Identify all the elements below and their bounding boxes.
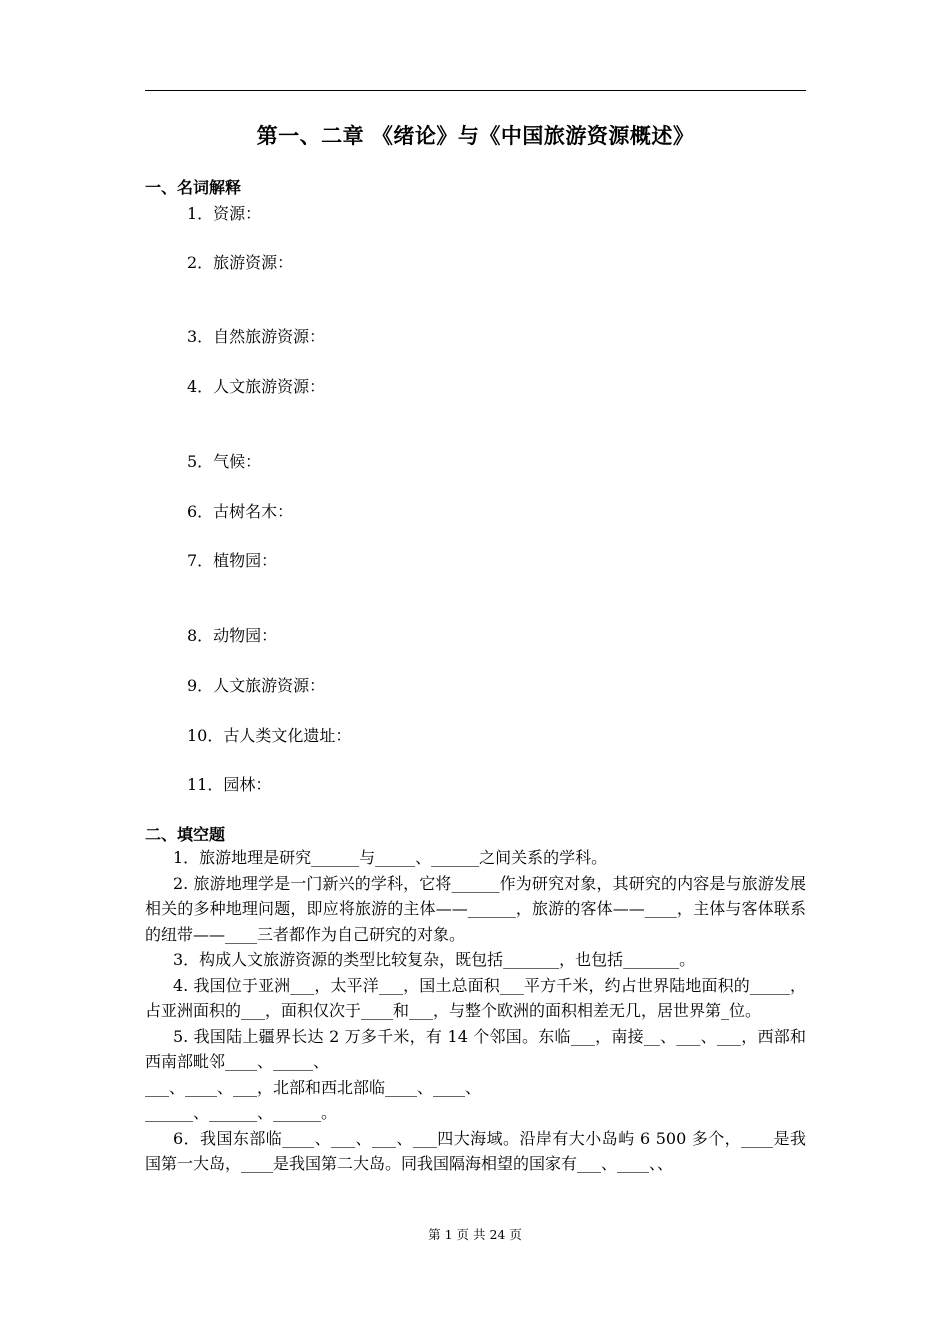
fill-blank-item: 3．构成人文旅游资源的类型比较复杂，既包括_______，也包括_______。	[173, 950, 696, 969]
header-rule	[145, 90, 806, 91]
term-item: 5．气候：	[187, 452, 262, 471]
term-item: 10．古人类文化遗址：	[187, 726, 352, 745]
term-item: 11．园林：	[187, 775, 272, 794]
section-heading-fill-blank: 二、填空题	[145, 825, 226, 844]
term-item: 9．人文旅游资源：	[187, 676, 326, 695]
fill-blank-item: 2. 旅游地理学是一门新兴的学科，它将______作为研究对象，其研究的内容是与旅游发展相关的多种地理问题，即应将旅游的主体——______，旅游的客体——____，主体与客体联系的纽带——____三者都作为自己研究的对象。	[145, 873, 806, 944]
fill-blank-item: 4. 我国位于亚洲___，太平洋___，国土总面积___平方千米，约占世界陆地面积的_____，占亚洲面积的___，面积仅次于____和___，与整个欧洲的面积相差无几，居世界第_位。	[145, 975, 806, 1020]
section-heading-definitions: 一、名词解释	[145, 178, 242, 197]
term-item: 7．植物园：	[187, 551, 278, 570]
term-item: 6．古树名木：	[187, 502, 294, 521]
term-item: 3．自然旅游资源：	[187, 327, 326, 346]
fill-blank-item: 1．旅游地理是研究______与_____、______之间关系的学科。	[173, 848, 608, 867]
page-title: 第一、二章 《绪论》与《中国旅游资源概述》	[256, 124, 695, 148]
page-number-footer: 第 1 页 共 24 页	[428, 1227, 522, 1242]
fill-blank-item: 5. 我国陆上疆界长达 2 万多千米，有 14 个邻国。东临___，南接__、___、___，西部和西南部毗邻____、_____、	[145, 1026, 806, 1071]
term-item: 8．动物园：	[187, 626, 278, 645]
term-item: 1．资源：	[187, 204, 262, 223]
fill-blank-item: 6．我国东部临____、___、___、___四大海域。沿岸有大小岛屿 6 500 多个，____是我国第一大岛，____是我国第二大岛。同我国隔海相望的国家有___、____、、	[145, 1128, 806, 1173]
fill-blank-continuation: ___、____、___，北部和西北部临____、____、	[145, 1077, 482, 1097]
fill-blank-continuation: ______、______、______。	[145, 1103, 338, 1122]
term-item: 4．人文旅游资源：	[187, 377, 326, 396]
term-item: 2．旅游资源：	[187, 253, 294, 272]
fill-blank-list	[145, 845, 806, 1177]
